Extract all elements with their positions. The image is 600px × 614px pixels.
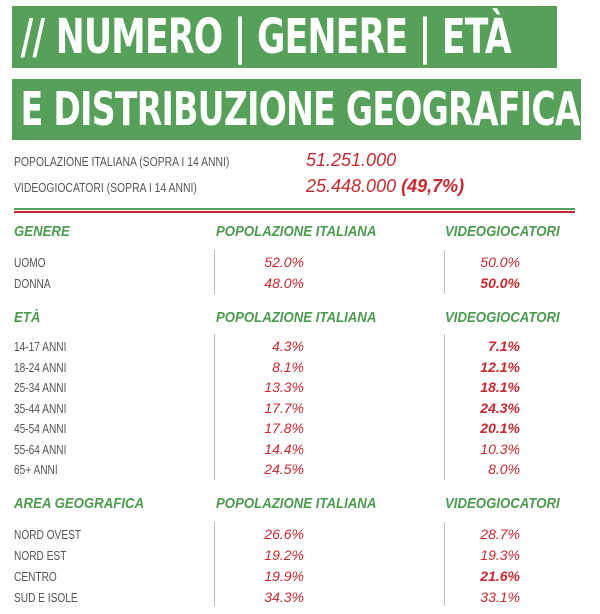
column-population-header: POPOLAZIONE ITALIANA xyxy=(216,223,377,240)
divider-red xyxy=(14,211,575,213)
population-label: POPOLAZIONE ITALIANA (SOPRA I 14 ANNI) xyxy=(14,154,230,169)
row-label: 45-54 ANNI xyxy=(14,421,67,436)
population-value-cell: 24.5% xyxy=(264,461,304,477)
population-value-cell: 4.3% xyxy=(272,338,304,354)
summary-population-row xyxy=(14,150,594,174)
table-row xyxy=(14,377,594,397)
row-label: 14-17 ANNI xyxy=(14,339,67,354)
gamers-value-cell: 50.0% xyxy=(480,254,520,270)
row-label: DONNA xyxy=(14,276,51,291)
population-value-cell: 19.9% xyxy=(264,568,304,584)
section-gender-header xyxy=(14,223,594,243)
column-population-header: POPOLAZIONE ITALIANA xyxy=(216,495,377,512)
gamers-value-cell: 24.3% xyxy=(480,399,520,416)
table-row xyxy=(14,418,594,438)
row-label: NORD OVEST xyxy=(14,527,82,542)
gamers-value-cell: 28.7% xyxy=(480,526,520,542)
row-label: 65+ ANNI xyxy=(14,462,58,477)
section-age-title: ETÀ xyxy=(14,309,41,326)
table-row xyxy=(14,336,594,356)
population-value-cell: 17.8% xyxy=(264,420,304,436)
row-label: NORD EST xyxy=(14,548,67,563)
population-value-cell: 52.0% xyxy=(264,254,304,270)
gamers-value-cell: 50.0% xyxy=(480,275,520,291)
population-value-cell: 26.6% xyxy=(264,526,304,542)
title-banner-line2 xyxy=(12,79,581,140)
row-label: 25-34 ANNI xyxy=(14,380,67,395)
title-line2: E DISTRIBUZIONE GEOGRAFICA xyxy=(20,82,580,136)
row-label: 55-64 ANNI xyxy=(14,441,67,457)
column-gamers-header: VIDEOGIOCATORI xyxy=(445,495,560,512)
row-label: 18-24 ANNI xyxy=(14,359,67,375)
table-row xyxy=(14,273,594,293)
table-row xyxy=(14,357,594,377)
table-row xyxy=(14,459,594,479)
section-area-header xyxy=(14,495,594,515)
title-line1: // NUMERO | GENERE | ETÀ xyxy=(20,9,511,65)
population-value-cell: 17.7% xyxy=(264,399,304,416)
gamers-percentage: (49,7%) xyxy=(401,176,465,196)
table-row xyxy=(14,566,594,586)
gamers-label: VIDEOGIOCATORI (SOPRA I 14 ANNI) xyxy=(14,180,197,195)
population-value-cell: 48.0% xyxy=(264,275,304,291)
section-gender-title: GENERE xyxy=(14,223,70,240)
table-row xyxy=(14,587,594,607)
summary-gamers-row xyxy=(14,176,594,200)
gamers-value-cell: 10.3% xyxy=(480,440,520,457)
title-banner-line1 xyxy=(12,6,557,68)
population-value-cell: 13.3% xyxy=(264,379,304,395)
table-row xyxy=(14,252,594,272)
gamers-value-wrap xyxy=(306,176,464,197)
gamers-value-cell: 21.6% xyxy=(480,568,520,584)
gamers-value-cell: 18.1% xyxy=(480,379,520,395)
population-value-cell: 8.1% xyxy=(272,358,304,375)
row-label: SUD E ISOLE xyxy=(14,590,78,605)
column-gamers-header: VIDEOGIOCATORI xyxy=(445,309,560,326)
row-label: 35-44 ANNI xyxy=(14,400,67,416)
population-value-cell: 19.2% xyxy=(264,547,304,563)
population-value-cell: 34.3% xyxy=(264,589,304,605)
column-population-header: POPOLAZIONE ITALIANA xyxy=(216,309,377,326)
gamers-value-cell: 20.1% xyxy=(480,420,520,436)
row-label: UOMO xyxy=(14,255,46,270)
row-label: CENTRO xyxy=(14,569,57,584)
gamers-value-cell: 19.3% xyxy=(480,547,520,563)
gamers-value-cell: 33.1% xyxy=(480,589,520,605)
table-row xyxy=(14,398,594,418)
population-value-cell: 14.4% xyxy=(264,440,304,457)
column-gamers-header: VIDEOGIOCATORI xyxy=(445,223,560,240)
gamers-value-cell: 8.0% xyxy=(488,461,520,477)
gamers-value: 25.448.000 xyxy=(306,176,397,196)
section-age-header xyxy=(14,309,594,329)
table-row xyxy=(14,545,594,565)
table-row xyxy=(14,439,594,459)
table-row xyxy=(14,524,594,544)
section-area-title: AREA GEOGRAFICA xyxy=(14,495,145,512)
gamers-value-cell: 12.1% xyxy=(480,358,520,375)
population-value: 51.251.000 xyxy=(306,150,397,170)
gamers-value-cell: 7.1% xyxy=(488,338,520,354)
